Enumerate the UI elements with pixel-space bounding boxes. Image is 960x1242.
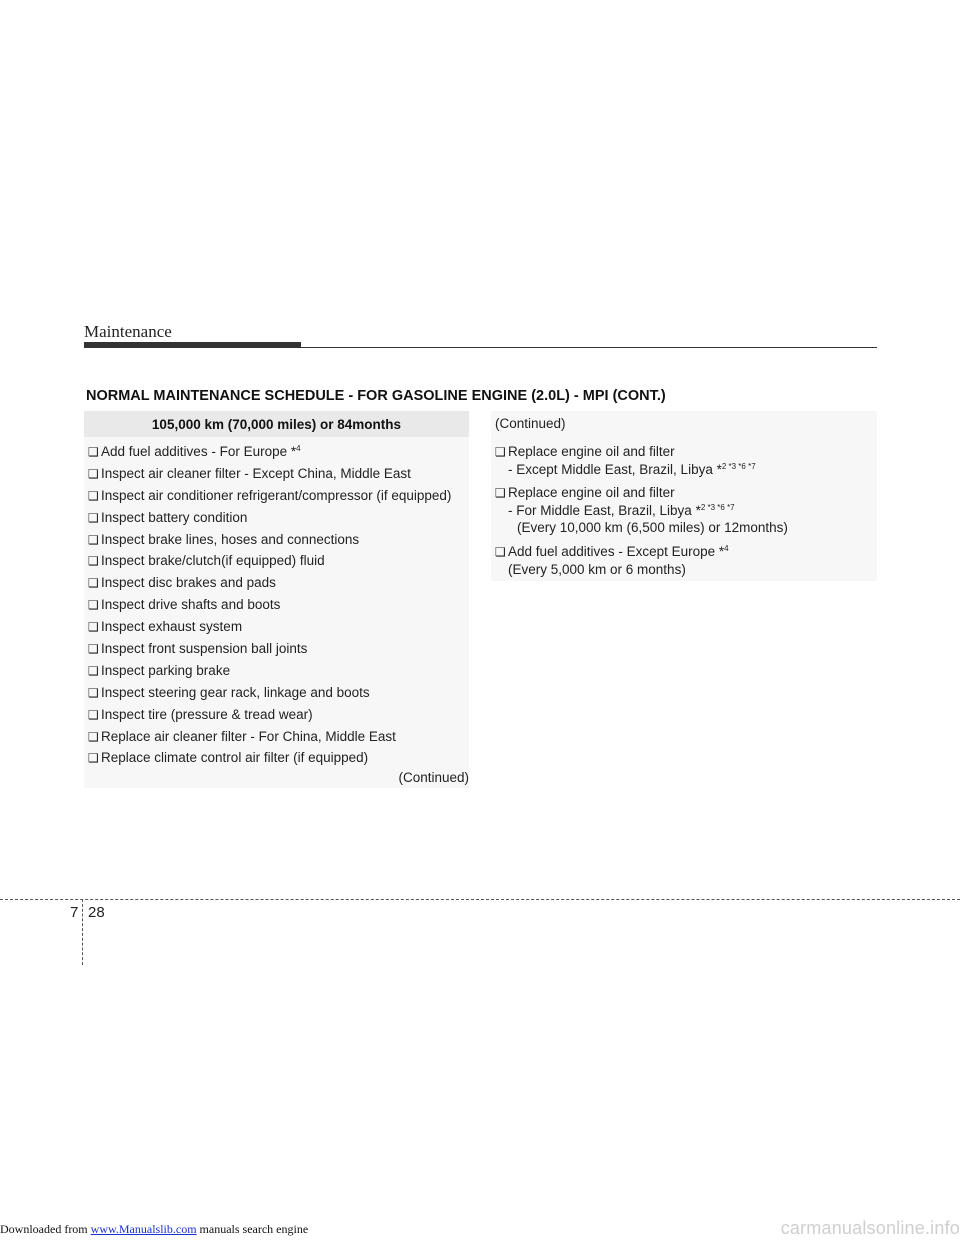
checkbox-icon: ❑ [88,663,99,678]
maintenance-item-list [84,437,469,769]
checkbox-icon: ❑ [495,486,506,500]
page-divider-vertical [82,899,83,965]
checkbox-icon: ❑ [88,685,99,700]
section-title: Maintenance [84,322,172,341]
maintenance-item: ❑ Inspect tire (pressure & tread wear) [84,704,469,726]
maintenance-item: ❑ Inspect parking brake [84,660,469,682]
checkbox-icon: ❑ [88,707,99,722]
maintenance-item: ❑ Replace air cleaner filter - For China, Middle East [84,726,469,748]
manualslib-link[interactable]: www.Manualslib.com [90,1222,197,1236]
checkbox-icon: ❑ [88,751,99,766]
checkbox-icon: ❑ [495,445,506,459]
header-rule-accent [84,342,301,348]
maintenance-item: ❑ Replace engine oil and filter - Except Middle East, Brazil, Libya *$^{2 *3 *6 *7}$ [495,444,756,477]
maintenance-item: ❑ Inspect steering gear rack, linkage and boots [84,682,469,704]
checkbox-icon: ❑ [88,466,99,481]
continued-column [491,411,877,581]
maintenance-item: ❑ Inspect air conditioner refrigerant/compressor (if equipped) [84,485,469,507]
checkbox-icon: ❑ [88,554,99,569]
maintenance-item: ❑ Inspect exhaust system [84,616,469,638]
footnote-refs: 2 *3 *6 *7 [700,503,735,512]
maintenance-item: ❑ Inspect brake/clutch(if equipped) fluid [84,550,469,572]
checkbox-icon: ❑ [88,642,99,657]
watermark: carmanualsonline.info [780,1218,960,1238]
interval-header: 105,000 km (70,000 miles) or 84months [84,411,469,437]
maintenance-item: ❑ Inspect air cleaner filter - Except China, Middle East [84,463,469,485]
interval-column [84,411,469,788]
checkbox-icon: ❑ [88,620,99,635]
maintenance-item: ❑ Replace climate control air filter (if equipped) [84,747,469,769]
maintenance-item: ❑ Inspect disc brakes and pads [84,572,469,594]
maintenance-item: ❑ Add fuel additives - For Europe *$^4$ [84,441,469,463]
continued-label: (Continued) [398,770,469,785]
chapter-number: 7 [70,904,79,921]
maintenance-item: ❑ Replace engine oil and filter - For Middle East, Brazil, Libya *$^{2 *3 *6 *7}$ (Every 10,000 km (6,500 miles) or 12months) [495,485,788,535]
checkbox-icon: ❑ [88,598,99,613]
checkbox-icon: ❑ [88,445,99,459]
maintenance-item: ❑ Inspect brake lines, hoses and connections [84,529,469,551]
page-number: 28 [88,904,105,921]
footnote-ref: 4 [724,544,729,553]
download-note: Downloaded from www.Manualslib.com manuals search engine [0,1222,309,1236]
checkbox-icon: ❑ [495,545,506,559]
maintenance-item: ❑ Inspect front suspension ball joints [84,638,469,660]
checkbox-icon: ❑ [88,729,99,744]
maintenance-item: ❑ Inspect battery condition [84,507,469,529]
checkbox-icon: ❑ [88,532,99,547]
schedule-heading: NORMAL MAINTENANCE SCHEDULE - FOR GASOLINE ENGINE (2.0L) - MPI (CONT.) [86,388,666,404]
checkbox-icon: ❑ [88,488,99,503]
checkbox-icon: ❑ [88,576,99,591]
checkbox-icon: ❑ [88,510,99,525]
footnote-ref: 4 [296,444,301,453]
maintenance-item: ❑ Add fuel additives - Except Europe *$^4$ (Every 5,000 km or 6 months) [495,544,729,577]
maintenance-item: ❑ Inspect drive shafts and boots [84,594,469,616]
page-divider [0,899,960,900]
footnote-refs: 2 *3 *6 *7 [721,462,756,471]
continued-label-top: (Continued) [495,416,566,431]
